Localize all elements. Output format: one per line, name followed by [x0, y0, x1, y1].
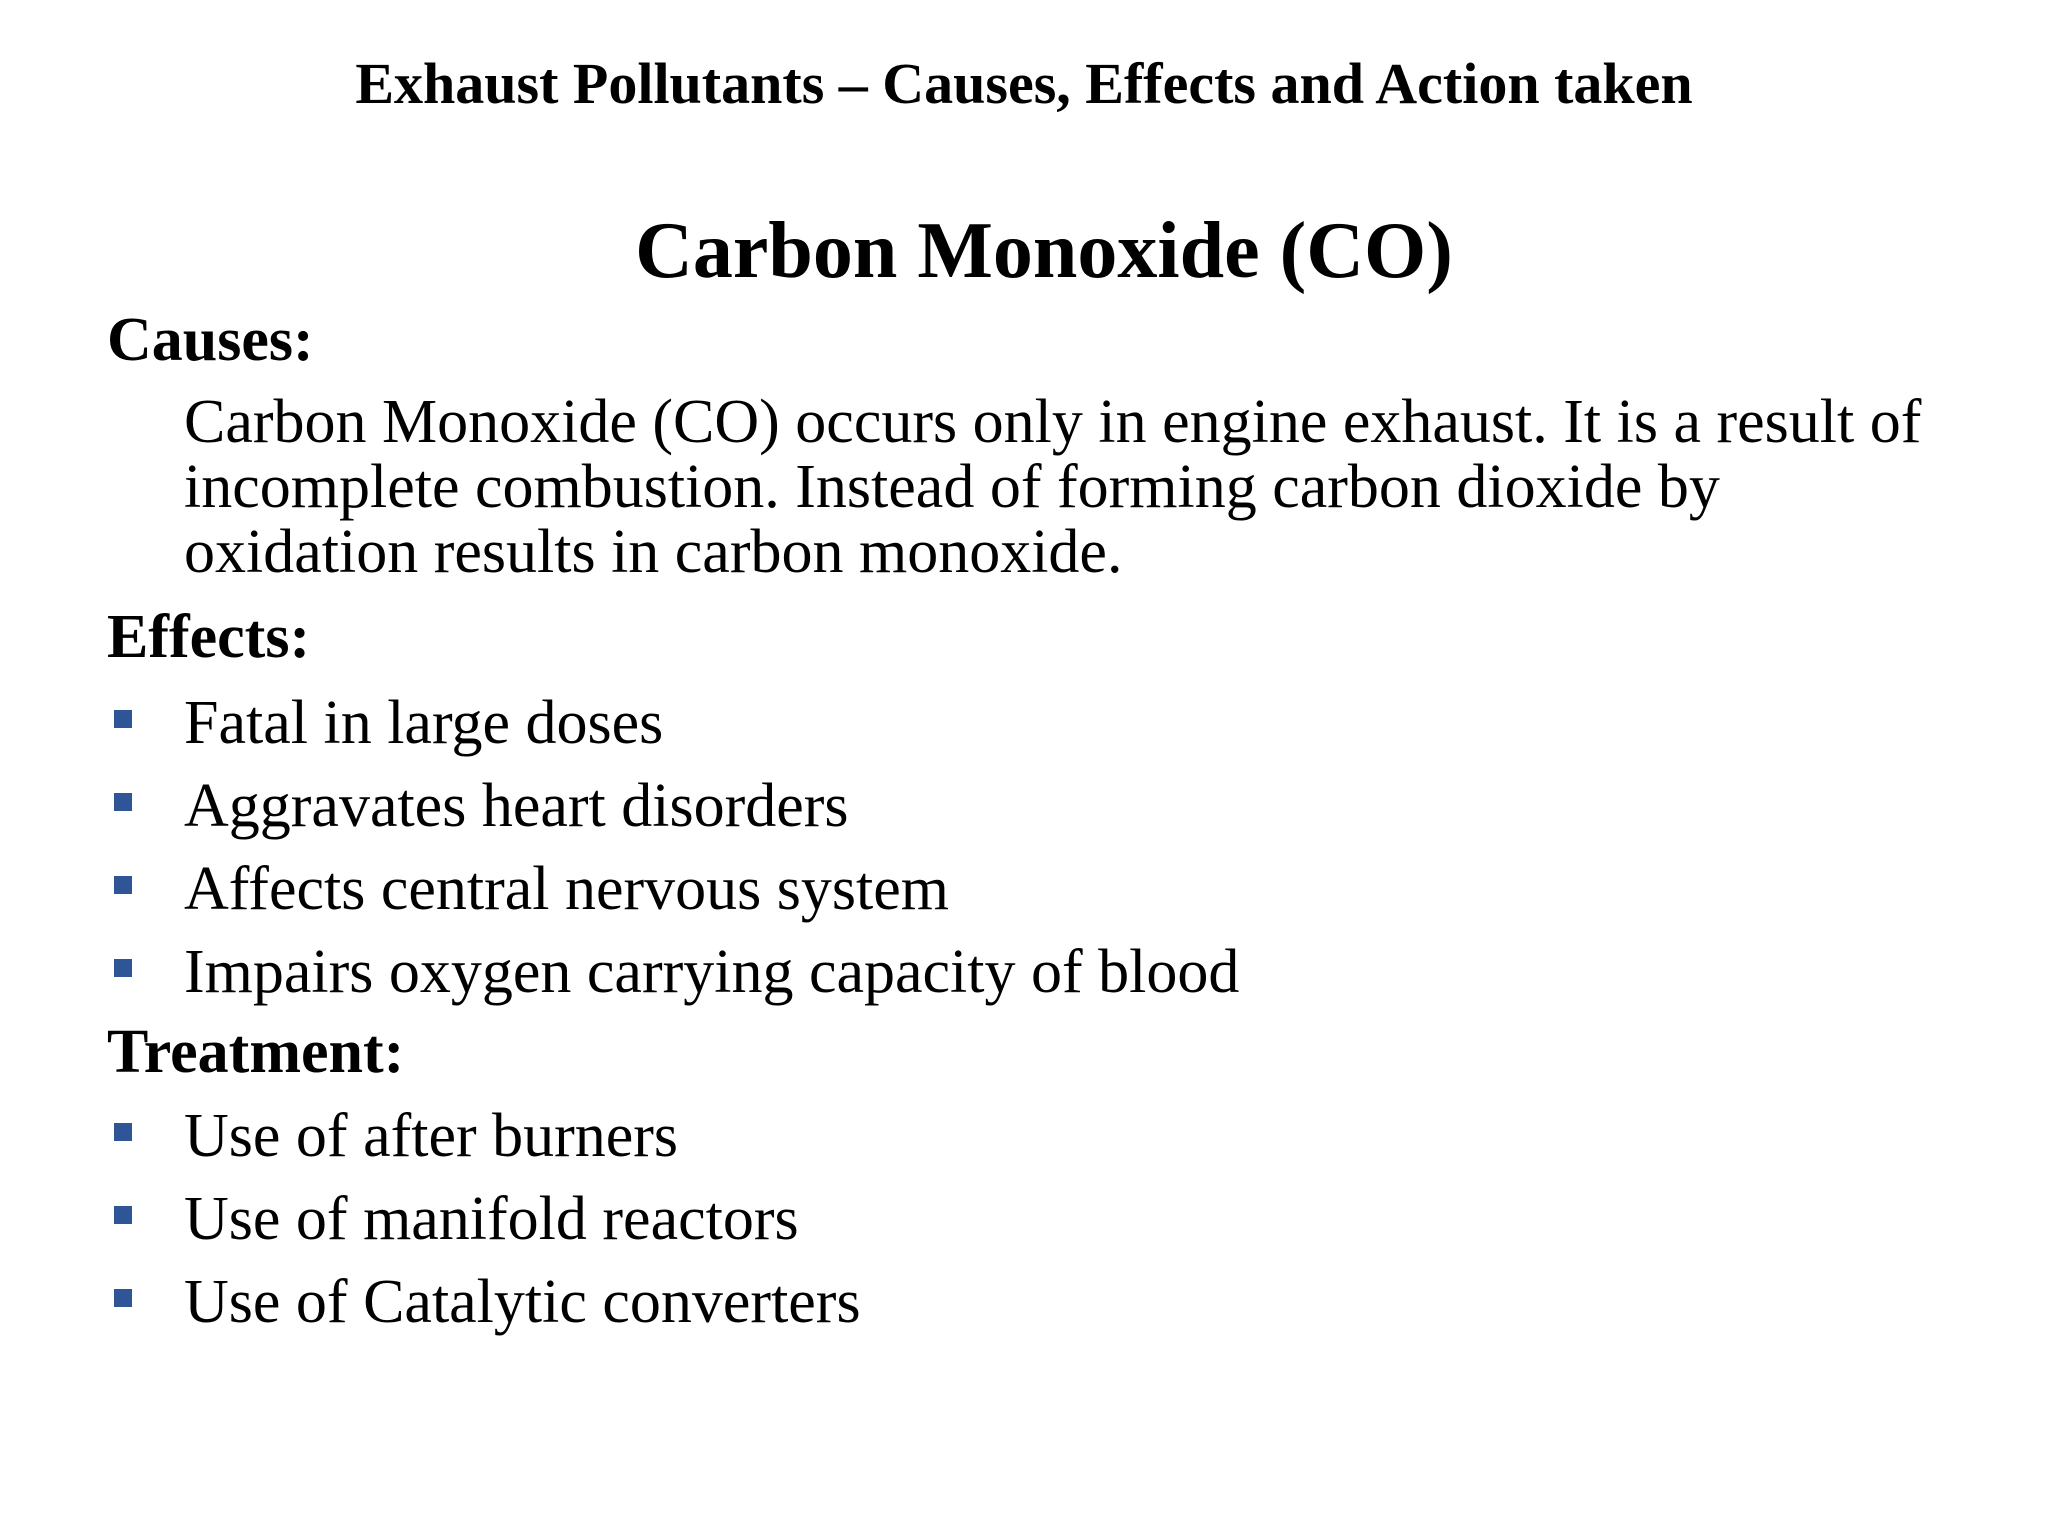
list-item-text: Use of manifold reactors [184, 1185, 799, 1253]
page-title: Carbon Monoxide (CO) [635, 207, 1453, 295]
list-item-text: Impairs oxygen carrying capacity of blood [184, 938, 1240, 1006]
causes-heading: Causes: [107, 306, 314, 374]
square-bullet-icon [114, 959, 132, 977]
treatment-heading: Treatment: [107, 1018, 405, 1086]
square-bullet-icon [114, 876, 132, 894]
square-bullet-icon [114, 1206, 132, 1224]
square-bullet-icon [114, 793, 132, 811]
effects-heading: Effects: [107, 603, 311, 671]
square-bullet-icon [114, 1123, 132, 1141]
list-item-text: Affects central nervous system [184, 855, 950, 923]
square-bullet-icon [114, 710, 132, 728]
list-item-text: Use of Catalytic converters [184, 1268, 861, 1336]
causes-paragraph: Carbon Monoxide (CO) occurs only in engine exhaust. It is a result of incomplete combustion. Instead of forming carbon dioxide by oxidation results in carbon monoxide. [184, 388, 1922, 586]
slide-header-title: Exhaust Pollutants – Causes, Effects and Action taken [355, 51, 1693, 116]
square-bullet-icon [114, 1289, 132, 1307]
list-item-text: Aggravates heart disorders [184, 772, 849, 840]
list-item-text: Fatal in large doses [184, 689, 664, 757]
list-item-text: Use of after burners [184, 1102, 679, 1170]
